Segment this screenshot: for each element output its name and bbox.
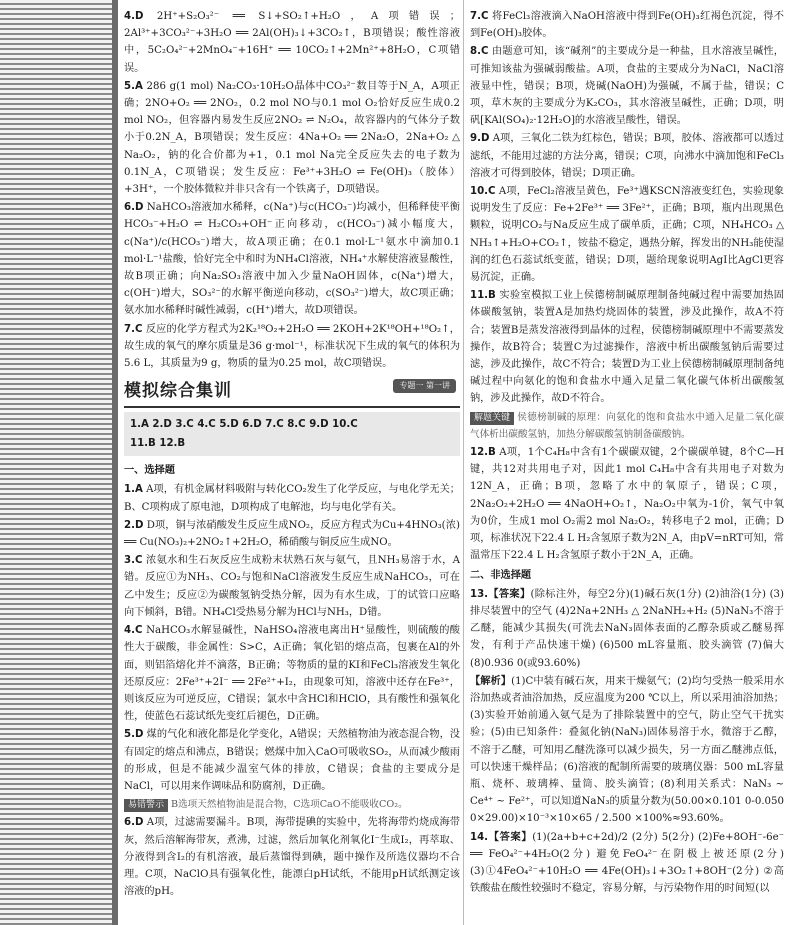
answer-item: 7.C 将FeCl₃溶液滴入NaOH溶液中得到Fe(OH)₃红褐色沉淀，得不到Fe(OH)₃胶体。: [470, 11, 784, 40]
tip-label: 易错警示: [124, 799, 168, 812]
answer-item: 6.D A项，过滤需要漏斗。B项，海带提碘的实验中，先将海带灼烧成海带灰，然后溶解海带灰，煮沸，过滤，然后加氧化剂氧化I⁻生成I₂，再萃取、分液得到含I₂的有机溶液，最后蒸馏得到碘，题中操作及所选仪器均不合理。C项，NaClO具有强氧化性，能漂白pH试纸，不能用pH试纸测定该溶液的pH。: [124, 817, 460, 898]
answer-item: 7.C 反应的化学方程式为2K₂¹⁸O₂+2H₂O ══ 2KOH+2K¹⁸OH+¹⁸O₂↑，故生成的氧气的摩尔质量是36 g·mol⁻¹，标准状况下生成的氧气的体积为5.6 L，其质量为9 g，物质的量为0.25 mol，故C项错误。: [124, 323, 460, 370]
answer-item: 3.C 浓氨水和生石灰反应生成粉末状熟石灰与氨气，且NH₃易溶于水，A错。反应①为NH₃、CO₂与饱和NaCl溶液发生反应生成NaHCO₃，可在乙中发生；反应②为碳酸氢钠受热分解，因为有水生成，丁的试管口应略向下倾斜，B错。NH₄Cl受热易分解为HCl与NH₃，D错。: [124, 555, 460, 618]
error-tip: 易错警示 B选项天然植物油是混合物，C选项CaO不能吸收CO₂。: [124, 796, 460, 813]
answer-key-row: 1.A 2.D 3.C 4.C 5.D 6.D 7.C 8.C 9.D 10.C: [130, 419, 358, 431]
nonchoice-heading: 二、非选择题: [470, 569, 532, 581]
answer-item: 2.D D项，铜与浓硝酸发生反应生成NO₂，反应方程式为Cu+4HNO₃(浓) ══ Cu(NO₃)₂+2NO₂↑+2H₂O，稀硝酸与铜反应生成NO。: [124, 519, 460, 549]
answer-item: 8.C 由题意可知，该“碱剂”的主要成分是一种盐，且水溶液呈碱性，可推知该盐为强碱弱酸盐。A项，食盐的主要成分为NaCl，NaCl溶液显中性，错误；B项，烧碱(NaOH)为强碱，不属于盐，错误；C项，草木灰的主要成分为K₂CO₃，其水溶液呈碱性，正确；D项，明矾[KAl(SO₄)₂·12H₂O]的水溶液呈酸性，错误。: [470, 46, 784, 127]
tip-label: 解题关键: [470, 412, 514, 425]
answer-item: 1.A A项，有机金属材料吸附与转化CO₂发生了化学反应，与电化学无关；B、C项构成了原电池，D项构成了电解池，均与电化学有关。: [124, 484, 460, 513]
answer-item: 6.D NaHCO₃溶液加水稀释，c(Na⁺)与c(HCO₃⁻)均减小，但稀释使平衡HCO₃⁻+H₂O ⇌ H₂CO₃+OH⁻正向移动，c(HCO₃⁻)减小幅度大，c(Na⁺)/c(HCO₃⁻)增大，故A项正确；在0.1 mol·L⁻¹氨水中滴加0.1 mol·L⁻¹盐酸，恰好完全中和时为NH₄Cl溶液，NH₄⁺水解使溶液显酸性，故B项正确；向Na₂SO₃溶液中加入少量NaOH固体，c(Na⁺)增大，c(OH⁻)增大，SO₃²⁻的水解平衡逆向移动，c(SO₃²⁻)增大，故C项正确；氨水加水稀释时碱性减弱，c(H⁺)增大，故D项错误。: [124, 202, 460, 317]
key-tip: 解题关键 侯德榜制碱的原理：向氨化的饱和食盐水中通入足量二氧化碳气体析出碳酸氢钠，加热分解碳酸氢钠制备碳酸钠。: [470, 411, 784, 440]
binding-strip: [0, 0, 118, 925]
section-tag: 专题一 第一讲: [393, 379, 456, 393]
answer-item: 12.B A项，1个C₄H₈中含有1个碳碳双键，2个碳碳单键，8个C—H键，共12对共用电子对，因此1 mol C₄H₈中含有共用电子对数为12N_A，正确；B项，忽略了水中的氧原子，错误；C项，2Na₂O₂+2H₂O ══ 4NaOH+O₂↑，Na₂O₂中氧为-1价，氧气中氧为0价，生成1 mol O₂需2 mol Na₂O₂，转移电子2 mol，正确；D项，标准状况下22.4 L H₂含氢原子数为2N_A，由pV=nRT可知，常温常压下22.4 L H₂含氢原子数小于2N_A，正确。: [470, 447, 784, 562]
answer-item: 5.D 煤的气化和液化都是化学变化，A错误；天然植物油为液态混合物，没有固定的熔点和沸点，B错误；燃煤中加入CaO可吸收SO₂，从而减少酸雨的形成，但是不能减少温室气体的排放，C错误；食盐的主要成分是NaCl，可以用来作调味品和防腐剂，D正确。: [124, 729, 460, 792]
answer-item: 4.C NaHCO₃水解显碱性，NaHSO₄溶液电离出H⁺显酸性，则硫酸的酸性大于碳酸，非金属性：S>C，A正确；氧化铝的熔点高，包裹在Al的外面，则铝箔熔化并不滴落，B正确；等物质的量的KI和FeCl₃溶液发生氧化还原反应：2Fe³⁺+2I⁻ ══ 2Fe²⁺+I₂，由现象可知，溶液中还存在Fe³⁺，则该反应为可逆反应，C错误；氯水中含HCl和HClO，具有酸性和强氧化性，使蓝色石蕊试纸先变红后褪色，D正确。: [124, 625, 460, 723]
answer-item: 13.【答案】(除标注外，每空2分)(1)碱石灰(1分) (2)油浴(1分) (3)排尽装置中的空气 (4)2Na+2NH₃ △ 2NaNH₂+H₂ (5)NaN₃不溶于乙醚，能减少其损失(可洗去NaN₃固体表面的乙醇杂质或乙醚易挥发，有利于产品快速干燥) (6)500 mL容量瓶、胶头滴管 (7)偏大 (8)0.936 0(或93.60%): [470, 588, 785, 669]
answer-item: 5.A 286 g(1 mol) Na₂CO₃·10H₂O晶体中CO₃²⁻数目等于N_A，A项正确；2NO+O₂ ══ 2NO₂，0.2 mol NO与0.1 mol O₂恰好反应生成0.2 mol NO₂，但容器内易发生反应2NO₂ ⇌ N₂O₄，故容器内的气体分子数小于0.2N_A，B项错误；发生反应：4Na+O₂ ══ 2Na₂O，2Na+O₂ △ Na₂O₂，钠的化合价都为+1，0.1 mol Na完全反应失去的电子数为0.1N_A，C项错误；发生反应：Fe³⁺+3H₂O ⇌ Fe(OH)₃（胶体）+3H⁺，一个胶体微粒并非只含有一个铁离子，D项错误。: [124, 80, 460, 196]
column-divider: [463, 0, 464, 925]
answer-item: 9.D A项，三氧化二铁为红棕色，错误；B项，胶体、溶液都可以透过滤纸，不能用过滤的方法分离，错误；C项，向沸水中滴加饱和FeCl₃溶液才可得到胶体，错误；D项正确。: [470, 133, 784, 179]
section-title: 模拟综合集训: [124, 380, 232, 401]
analysis: 【解析】(1)C中装有碱石灰，用来干燥氨气；(2)均匀受热一般采用水浴加热或者油浴加热，反应温度为200 ℃以上，所以采用油浴加热；(3)实验开始前通入氨气是为了排除装置中的空气，防止空气干扰实验；(5)由已知条件：叠氮化钠(NaN₃)固体易溶于水，微溶于乙醇，不溶于乙醚，可知用乙醚洗涤可以减少损失，另一方面乙醚沸点低，可以快速干燥样品；(6)溶液的配制所需要的玻璃仪器：500 mL容量瓶、烧杯、玻璃棒、量筒、胶头滴管；(8)利用关系式：NaN₃ ~ Ce⁴⁺ ~ Fe²⁺，可以知道NaN₃的质量分数为(50.00×0.101 0-0.050 0×29.00)×10⁻³×10×65 / 2.500 ×100%≈93.60%。: [470, 675, 785, 825]
answer-item: 4.D 2H⁺+S₂O₃²⁻ ══ S↓+SO₂↑+H₂O，A项错误；2Al³⁺+3CO₃²⁻+3H₂O ══ 2Al(OH)₃↓+3CO₂↑，B项错误；酸性溶液中，5C₂O₄²⁻+2MnO₄⁻+16H⁺ ══ 10CO₂↑+2Mn²⁺+8H₂O，C项错误。: [124, 11, 460, 74]
answer-item: 10.C A项，FeCl₂溶液呈黄色，Fe³⁺遇KSCN溶液变红色，实验现象说明发生了反应：Fe+2Fe³⁺ ══ 3Fe²⁺，正确；B项，瓶内出现黑色颗粒，说明CO₂与Na反应生成了碳单质，正确；C项，NH₄HCO₃ △ NH₃↑+H₂O+CO₂↑，铵盐不稳定，遇热分解，挥发出的NH₃能使湿润的红色石蕊试纸变蓝，错误；D项，题给现象说明AgI比AgCl更容易沉淀，正确。: [470, 186, 784, 284]
right-column: [470, 8, 784, 898]
answer-key-row: 11.B 12.B: [130, 438, 186, 450]
left-column: [124, 8, 460, 901]
answer-sheet: [118, 0, 790, 925]
answer-item: 14.【答案】(1)(2a+b+c+2d)/2 (2分) 5(2分) (2)Fe+8OH⁻-6e⁻ ══ FeO₄²⁻+4H₂O(2分) 避免FeO₄²⁻在阴极上被还原(2分) (3)①4FeO₄²⁻+10H₂O ══ 4Fe(OH)₃↓+3O₂↑+8OH⁻(2分) ②高铁酸盐在酸性较强时不稳定，容易分解，与污染物作用的时间短(以: [470, 831, 785, 895]
choice-heading: 一、选择题: [124, 465, 175, 477]
answer-key-box: [124, 412, 460, 456]
section-header: [124, 376, 460, 408]
answer-item: 11.B 实验室模拟工业上侯德榜制碱原理制备纯碱过程中需要加热固体碳酸氢钠，装置A是加热灼烧固体的装置，涉及此操作，故A不符合；装置B是蒸发溶液得到晶体的过程，侯德榜制碱原理中不需要蒸发操作，故B符合；装置C为过滤操作，溶液中析出碳酸氢钠后需要过滤，涉及此操作，故C不符合；装置D为工业上侯德榜制碱原理制备纯碱过程中向氨化的饱和食盐水中通入足量二氧化碳气体析出碳酸氢钠，涉及此操作，故D不符合。: [470, 290, 784, 405]
